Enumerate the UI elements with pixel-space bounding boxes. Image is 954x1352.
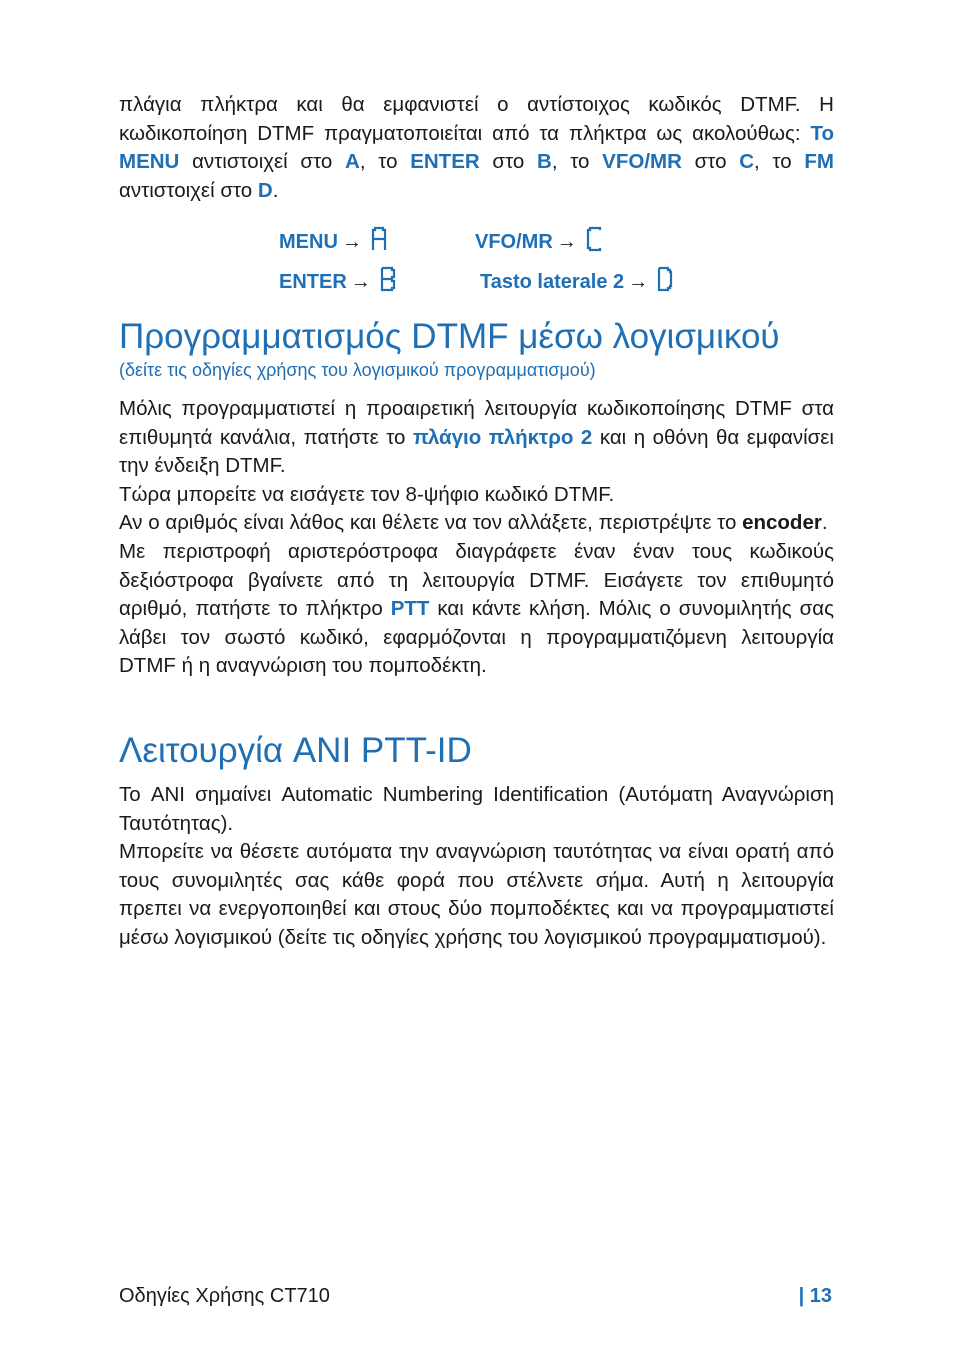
footer-page-number: | 13 bbox=[798, 1285, 832, 1307]
letter-d: D bbox=[257, 178, 273, 202]
paragraph-text: και η οθόνη θα εμφανίσει την ένδειξη DTMF. bbox=[119, 425, 834, 478]
lcd-letter-b-icon bbox=[377, 264, 399, 292]
intro-text: , το bbox=[359, 150, 411, 174]
mapping-enter bbox=[279, 260, 399, 294]
section1-body bbox=[119, 395, 834, 681]
paragraph: Μπορείτε να θέσετε αυτόματα την αναγνώριση ταυτότητας να είναι ορατή από τους συνομιλητές σας κάθε φορά που στέλνετε σήμα. Αυτή η λειτουργία πρεπει να ενεργοποιηθεί και στους δύο πομποδέκτες και να προγραμματιστεί μέσω λογισμικού (δείτε τις οδηγίες χρήσης του λογισμικού προγραμματισμού). bbox=[119, 840, 834, 949]
letter-c: C bbox=[739, 150, 755, 174]
arrow-icon: → bbox=[350, 271, 371, 293]
arrow-icon: → bbox=[341, 231, 362, 253]
mapping-key: Tasto laterale 2 bbox=[480, 271, 625, 293]
key-vfo-mr: VFO/MR bbox=[602, 150, 682, 174]
paragraph-text: Μόλις προγραμματιστεί η προαιρετική λειτουργία κωδικοποίησης DTMF στα επιθυμητά κανάλια, πατήστε το bbox=[119, 397, 834, 449]
mapping-key: ENTER bbox=[279, 271, 347, 293]
lcd-letter-a-icon bbox=[368, 224, 390, 252]
section-title-dtmf-software: Προγραμματισμός DTMF μέσω λογισμικού bbox=[119, 317, 780, 356]
arrow-icon: → bbox=[556, 231, 577, 253]
lcd-letter-c-icon bbox=[583, 224, 605, 252]
letter-a: A bbox=[345, 150, 360, 174]
intro-text: στο bbox=[479, 150, 537, 174]
side-key-2-label: πλάγιο πλήκτρο 2 bbox=[412, 425, 593, 449]
intro-text: στο bbox=[681, 150, 740, 174]
intro-text: , το bbox=[754, 150, 805, 174]
intro-text: . bbox=[272, 178, 279, 202]
paragraph bbox=[119, 509, 834, 538]
mapping-vfo-mr bbox=[475, 220, 605, 254]
mapping-menu bbox=[279, 220, 390, 254]
paragraph bbox=[119, 538, 834, 681]
ptt-label: PTT bbox=[390, 597, 430, 621]
paragraph-text: και κάντε κλήση. Μόλις ο συνομιλητής σας λάβει τον σωστό κωδικό, εφαρμόζονται η προγραμματιζόμενη λειτουργία DTMF ή η αναγνώριση του πομποδέκτη. bbox=[119, 597, 834, 678]
section-title-ani-ptt-id: Λειτουργία ANI PTT-ID bbox=[119, 731, 472, 770]
paragraph-text: Με περιστροφή αριστερόστροφα διαγράφετε έναν έναν τους κωδικούς δεξιόστροφα βγαίνετε από τη λειτουργία DTMF. Εισάγετε τον επιθυμητό αριθμό, πατήστε το πλήκτρο bbox=[119, 539, 834, 621]
encoder-label: encoder bbox=[742, 511, 822, 535]
key-enter: ENTER bbox=[410, 150, 480, 174]
intro-text: , το bbox=[551, 150, 603, 174]
mapping-key: MENU bbox=[279, 231, 338, 253]
letter-b: B bbox=[537, 150, 552, 174]
footer-manual-title: Οδηγίες Χρήσης CT710 bbox=[119, 1285, 330, 1307]
section2-body bbox=[119, 781, 834, 953]
mapping-side-key-2 bbox=[480, 260, 676, 294]
paragraph: Το ANI σημαίνει Automatic Numbering Identification (Αυτόματη Αναγνώριση Ταυτότητας). bbox=[119, 783, 834, 835]
key-fm: FM bbox=[804, 150, 834, 174]
intro-text: αντιστοιχεί στο bbox=[119, 178, 258, 202]
paragraph bbox=[119, 395, 834, 481]
section-subtitle: (δείτε τις οδηγίες χρήσης του λογισμικού προγραμματισμού) bbox=[119, 360, 596, 380]
intro-text: αντιστοιχεί στο bbox=[179, 150, 346, 174]
paragraph-text: Αν ο αριθμός είναι λάθος και θέλετε να τον αλλάξετε, περιστρέψτε το bbox=[119, 511, 743, 535]
intro-text: πλάγια πλήκτρα και θα εμφανιστεί ο αντίστοιχος κωδικός DTMF. Η κωδικοποίηση DTMF πραγματοποιείται από τα πλήκτρα ως ακολούθως: bbox=[119, 93, 834, 145]
arrow-icon: → bbox=[628, 271, 649, 293]
paragraph-text: . bbox=[821, 511, 828, 535]
intro-paragraph bbox=[119, 91, 834, 205]
paragraph: Τώρα μπορείτε να εισάγετε τον 8-ψήφιο κωδικό DTMF. bbox=[119, 482, 615, 506]
mapping-key: VFO/MR bbox=[475, 231, 553, 253]
lcd-letter-d-icon bbox=[654, 264, 676, 292]
key-menu: Το MENU bbox=[119, 121, 834, 174]
